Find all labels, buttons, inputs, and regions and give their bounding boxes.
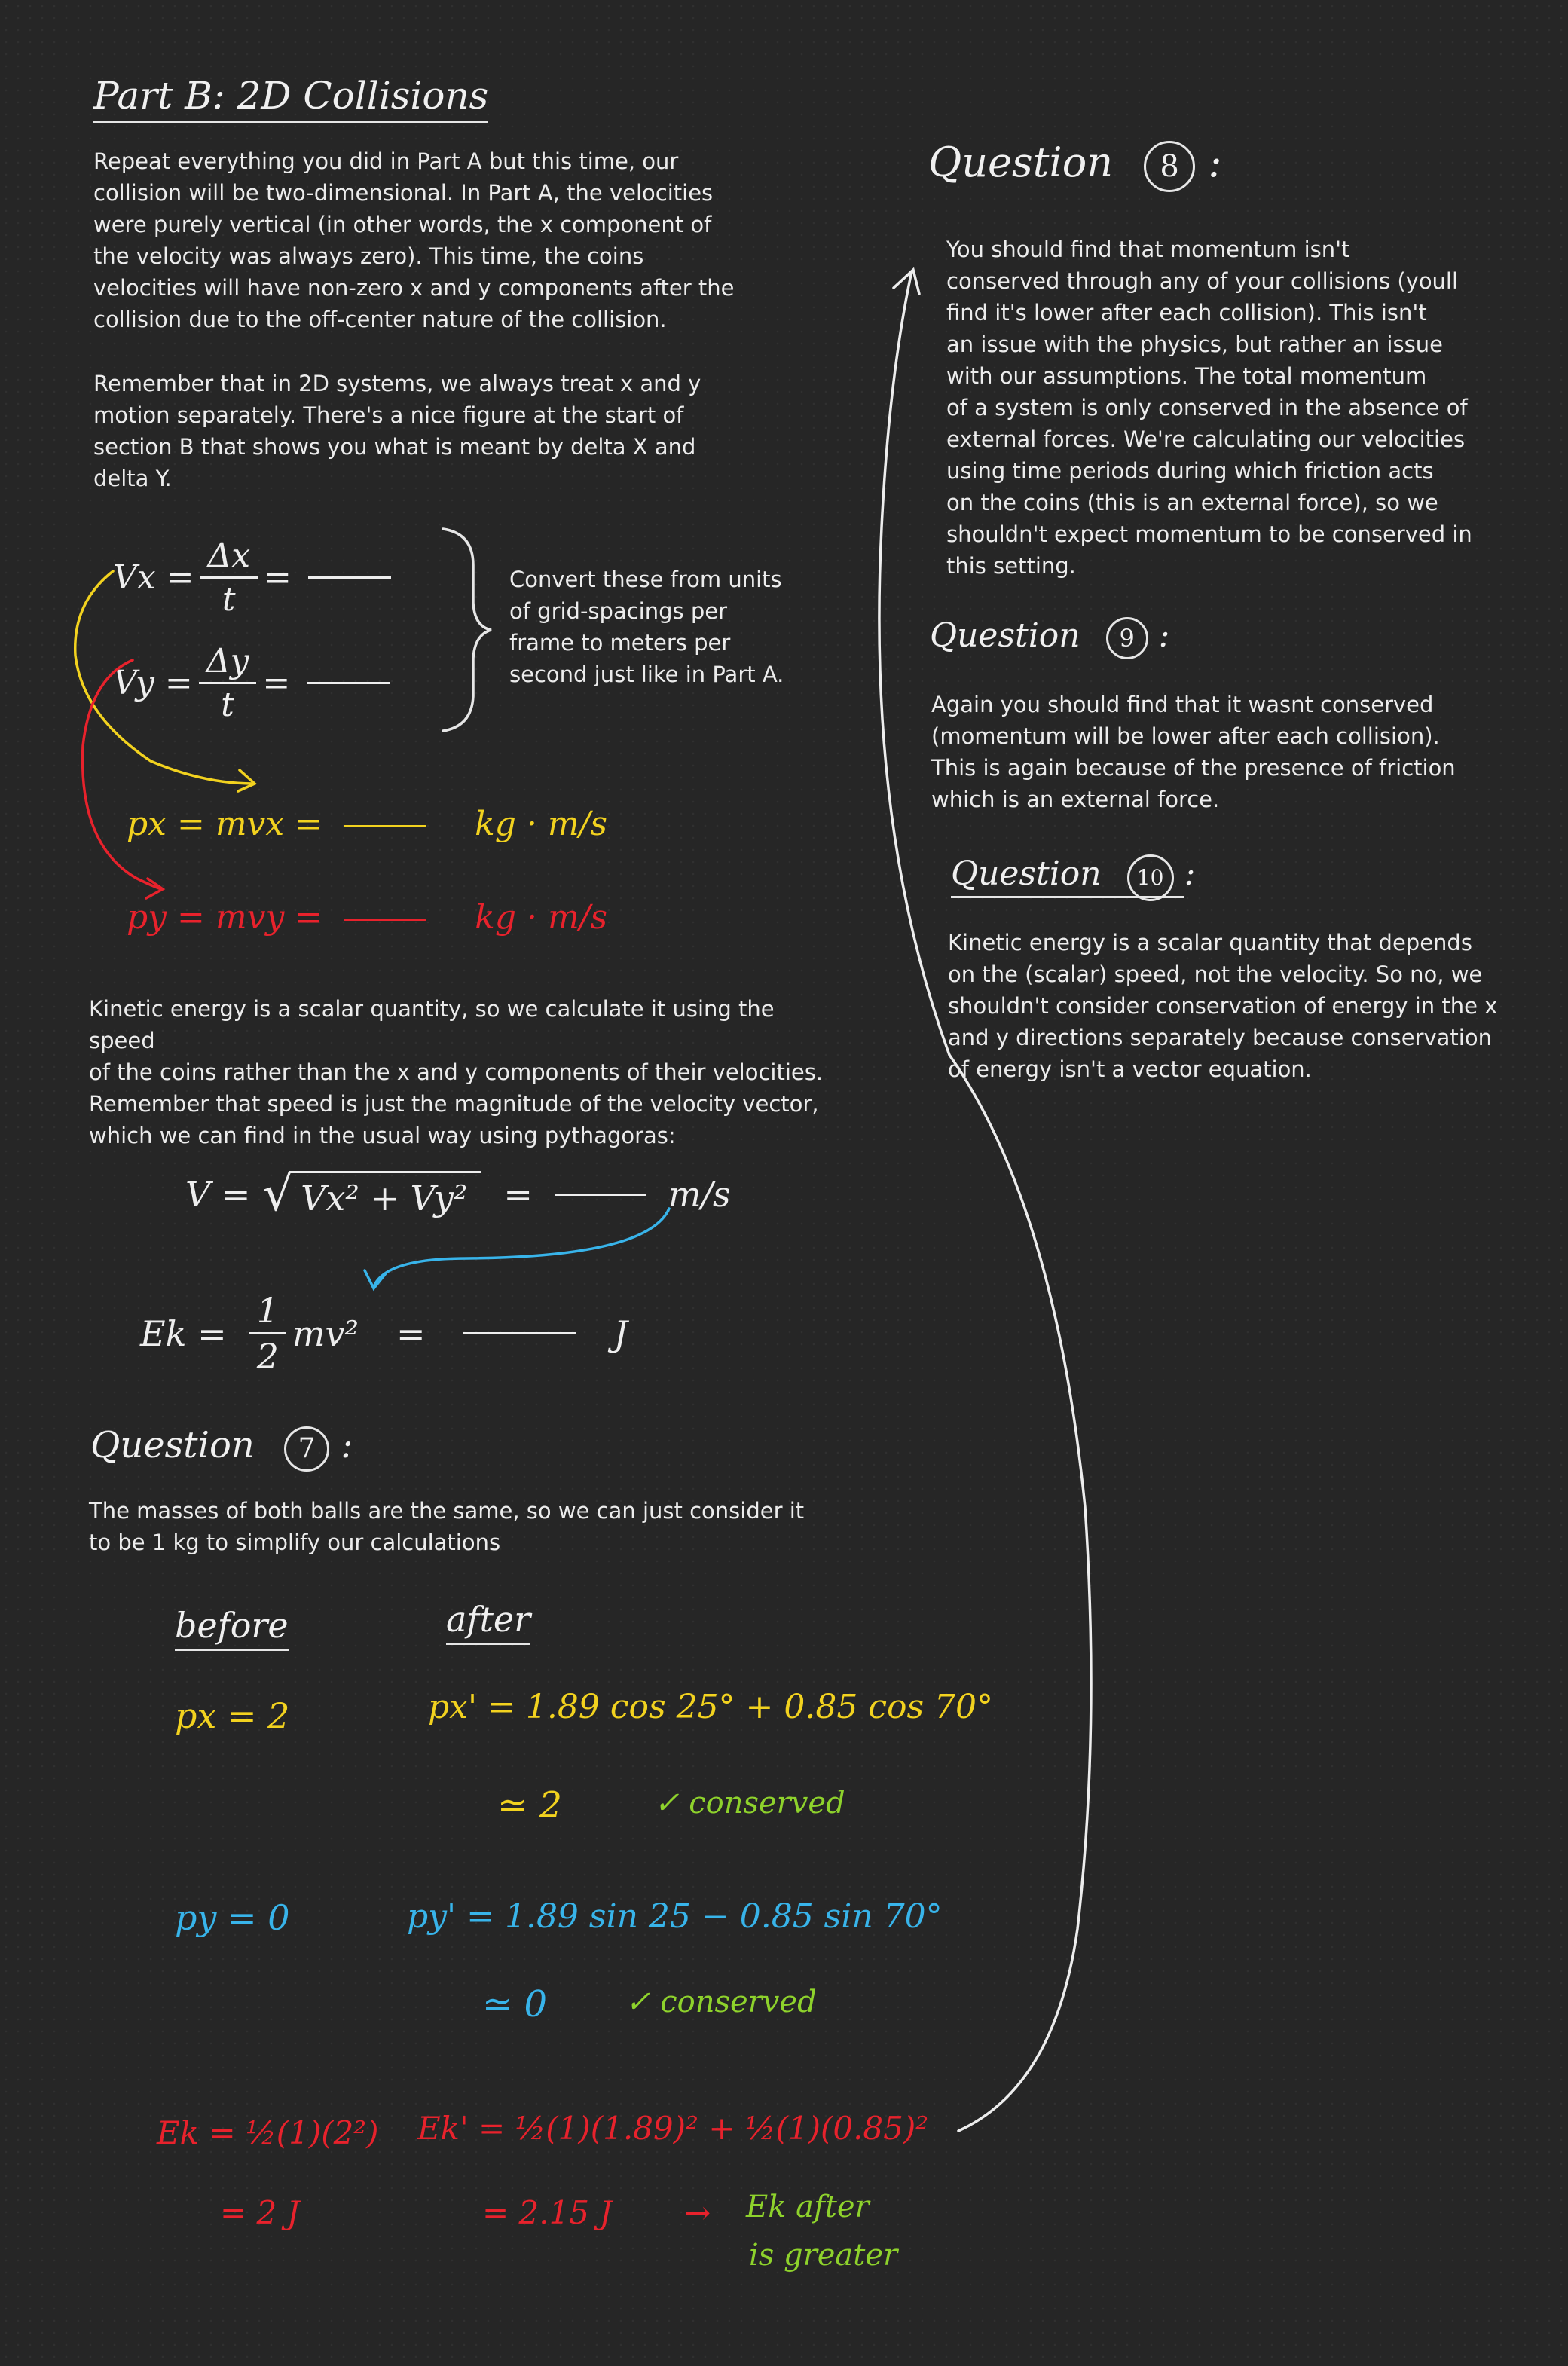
blue-arrowhead	[365, 1270, 386, 1288]
py-conserved: ✓ conserved	[625, 1985, 817, 2019]
ek-equals: =	[396, 1313, 426, 1354]
px-after: px' = 1.89 cos 25° + 0.85 cos 70°	[428, 1688, 994, 1726]
px-conserved: ✓ conserved	[654, 1786, 845, 1820]
speed-unit: m/s	[668, 1174, 731, 1215]
ek-before-result: = 2 J	[220, 2194, 300, 2231]
question9-text: Again you should find that it wasnt conserved (momentum will be lower after each collision). This is again because of the presence of friction which is an external force.	[931, 692, 1456, 812]
speed-lhs: V =	[185, 1174, 251, 1215]
vx-equation	[113, 536, 391, 619]
vx-equals: =	[264, 558, 292, 597]
after-label	[446, 1599, 530, 1640]
ek-arrow: →	[684, 2194, 711, 2231]
curly-brace	[443, 529, 491, 731]
question9-heading	[930, 616, 1169, 659]
vx-denominator: t	[222, 580, 236, 619]
part-b-title-text: Part B: 2D Collisions	[93, 74, 488, 123]
after-label-text: after	[446, 1599, 530, 1645]
vy-numerator: Δy	[199, 642, 257, 684]
question10-colon: :	[1184, 854, 1196, 893]
question9-label: Question	[930, 616, 1080, 655]
vy-blank	[307, 682, 390, 684]
question8-number: 8	[1144, 141, 1195, 192]
ek-comment-1: Ek after	[746, 2190, 870, 2224]
part-b-title	[93, 74, 488, 118]
question10-heading	[951, 854, 1195, 901]
py-equation	[127, 898, 607, 937]
convert-note: Convert these from units of grid-spacings per frame to meters per second just like in Part A.	[509, 567, 784, 687]
part-b-intro: Repeat everything you did in Part A but this time, our collision will be two-dimensional. In Part A, the velocities were purely vertical (in other words, the x component of the velocity was always zero). This time, the coins velocities will have non-zero x and y components after the collision due to the off-center nature of the collision.	[93, 148, 735, 332]
px-equation	[127, 805, 607, 843]
vx-lhs: Vx =	[113, 558, 194, 597]
question7-label: Question	[90, 1424, 255, 1466]
vy-lhs: Vy =	[113, 664, 193, 702]
px-eq-text: px = mvx =	[127, 805, 323, 843]
px-before: px = 2	[175, 1695, 290, 1736]
py-eq-text: py = mvy =	[127, 898, 323, 937]
py-after: py' = 1.89 sin 25 − 0.85 sin 70°	[407, 1897, 943, 1936]
question8-text: You should find that momentum isn't conserved through any of your collisions (youll find it's lower after each collision). This isn't an issue with the physics, but rather an issue with our assumptions. The total momentum of a system is only conserved in the absence of external forces. We're calculating our velocities using time periods during which friction acts on the coins (this is an external force), so we shouldn't expect momentum to be conserved in this setting.	[946, 237, 1472, 579]
speed-radicand: Vx² + Vy²	[293, 1171, 481, 1218]
sqrt-sign: √	[262, 1166, 294, 1222]
question10-label-wrap	[951, 854, 1184, 898]
question7-text: The masses of both balls are the same, so we can just consider it to be 1 kg to simplify our calculations	[89, 1498, 805, 1555]
vy-equation	[113, 642, 390, 724]
py-blank	[344, 919, 426, 921]
question9-colon: :	[1158, 616, 1170, 655]
question8-label: Question	[928, 139, 1113, 186]
px-blank	[344, 825, 426, 827]
px-result: ≃ 2	[497, 1784, 563, 1826]
speed-equation	[185, 1166, 731, 1222]
vx-numerator: Δx	[200, 536, 258, 579]
kinetic-note: Kinetic energy is a scalar quantity, so we calculate it using the speed of the coins rather than the x and y components of their velocities. Remember that speed is just the magnitude of the velocity vector, which we can find in the usual way using pythagoras:	[89, 996, 824, 1148]
question7-heading	[90, 1424, 353, 1472]
ek-frac-den: 2	[256, 1336, 279, 1377]
question7-number: 7	[284, 1426, 329, 1472]
py-unit: kg · m/s	[475, 898, 608, 937]
ek-blank	[463, 1332, 576, 1334]
speed-blank	[555, 1194, 646, 1196]
long-arrowhead	[894, 270, 919, 294]
ek-comment-2: is greater	[749, 2238, 898, 2273]
before-label-text: before	[175, 1605, 289, 1651]
ek-before: Ek = ½(1)(2²)	[157, 2114, 379, 2151]
vx-blank	[308, 576, 391, 579]
py-result: ≃ 0	[482, 1983, 548, 2025]
ek-fraction	[249, 1290, 286, 1377]
vy-denominator: t	[221, 686, 234, 724]
ek-equation	[140, 1290, 628, 1377]
vy-fraction	[199, 642, 257, 724]
question10-number: 10	[1127, 854, 1174, 901]
question10-label: Question	[951, 854, 1102, 893]
yellow-arrowhead	[238, 770, 255, 791]
ek-rest: mv²	[292, 1313, 359, 1354]
ek-after-result: = 2.15 J	[482, 2194, 613, 2231]
part-b-remember: Remember that in 2D systems, we always treat x and y motion separately. There's a nice figure at the start of section B that shows you what is meant by delta X and delta Y.	[93, 371, 701, 491]
question8-colon: :	[1208, 139, 1222, 186]
px-unit: kg · m/s	[475, 805, 607, 843]
question7-colon: :	[341, 1424, 353, 1466]
before-label	[175, 1605, 289, 1646]
ek-unit: J	[613, 1313, 628, 1354]
red-arrowhead	[146, 879, 163, 898]
ek-after: Ek' = ½(1)(1.89)² + ½(1)(0.85)²	[417, 2110, 929, 2147]
vy-equals: =	[262, 664, 291, 702]
vx-fraction	[200, 536, 258, 619]
ek-lhs: Ek =	[140, 1313, 227, 1354]
ek-frac-num: 1	[249, 1290, 286, 1334]
py-before: py = 0	[175, 1897, 290, 1938]
question8-heading	[928, 139, 1222, 192]
speed-equals: =	[503, 1174, 533, 1215]
question10-text: Kinetic energy is a scalar quantity that depends on the (scalar) speed, not the velocity. So no, we shouldn't consider conservation of energy in the x and y directions separately because conservation of energy isn't a vector equation.	[948, 930, 1498, 1082]
question9-number: 9	[1106, 617, 1148, 659]
